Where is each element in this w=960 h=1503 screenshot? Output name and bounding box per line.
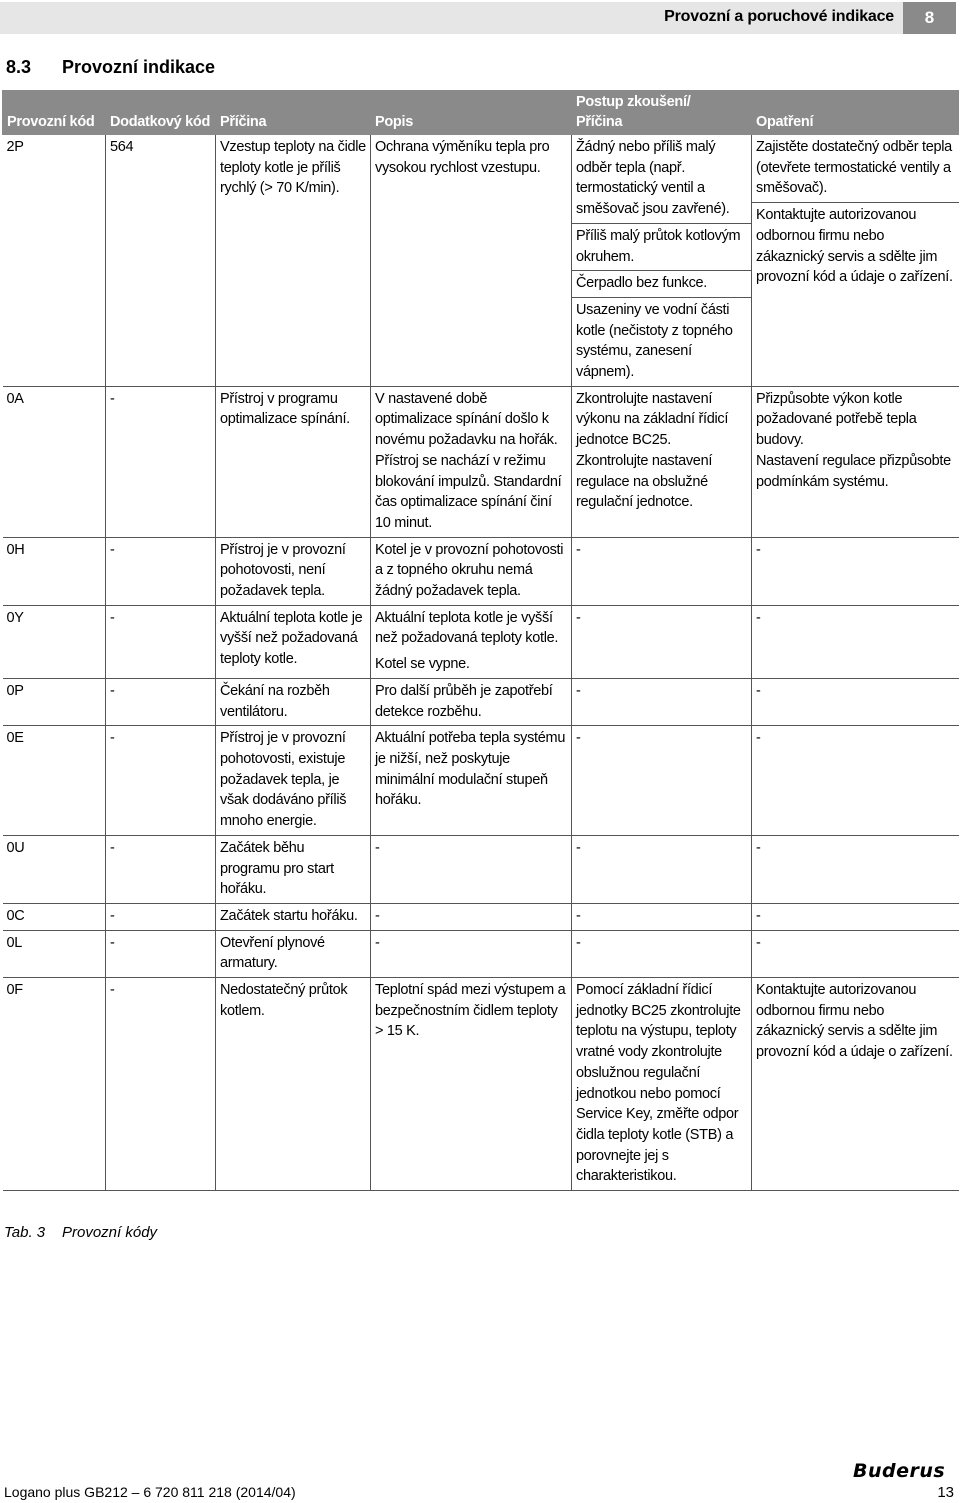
cell-check: -	[572, 537, 752, 605]
cell-check: -	[572, 678, 752, 725]
cell-extra: 564	[106, 135, 216, 386]
col-header-check-line2: Příčina	[576, 114, 623, 130]
col-header-extra: Dodatkový kód	[106, 90, 216, 135]
cell-cause: Začátek startu hořáku.	[216, 903, 371, 930]
cell-check	[572, 386, 752, 537]
col-header-check-line1: Postup zkoušení/	[576, 94, 691, 110]
cell-code: 0U	[3, 835, 106, 903]
table-number: Tab. 3	[4, 1224, 46, 1241]
cell-check: -	[572, 930, 752, 977]
check-item: Usazeniny ve vodní části kotle (nečistoty z topného systému, zanesení vápnem).	[572, 297, 751, 383]
table-row	[3, 835, 959, 903]
cell-cause: Aktuální teplota kotle je vyšší než požadovaná teploty kotle.	[216, 605, 371, 678]
operating-codes-table	[2, 90, 959, 1191]
table-caption	[4, 1224, 157, 1241]
desc-item: Přístroj se nachází v režimu blokování impulzů. Standardní čas optimalizace spínání činí 10 minut.	[375, 452, 562, 531]
col-header-action: Opatření	[752, 90, 959, 135]
col-header-code: Provozní kód	[3, 90, 106, 135]
cell-code: 0A	[3, 386, 106, 537]
cell-action	[752, 135, 959, 386]
table-row	[3, 135, 959, 386]
cell-check: -	[572, 726, 752, 836]
table-caption-text: Provozní kódy	[62, 1224, 158, 1241]
brand-logo: Buderus	[853, 1460, 946, 1482]
cell-action: -	[752, 835, 959, 903]
cell-check: -	[572, 903, 752, 930]
cell-code: 0F	[3, 978, 106, 1191]
cell-code: 0P	[3, 678, 106, 725]
cell-desc: Kotel je v provozní pohotovosti a z topného okruhu nemá žádný požadavek tepla.	[371, 537, 572, 605]
cell-cause: Přístroj je v provozní pohotovosti, existuje požadavek tepla, je však dodáváno příliš mnoho energie.	[216, 726, 371, 836]
cell-cause: Začátek běhu programu pro start hořáku.	[216, 835, 371, 903]
cell-action: -	[752, 930, 959, 977]
col-header-check	[572, 90, 752, 135]
cell-action: -	[752, 678, 959, 725]
table-row	[3, 537, 959, 605]
cell-desc: Aktuální potřeba tepla systému je nižší, než poskytuje minimální modulační stupeň hořáku.	[371, 726, 572, 836]
cell-desc: -	[371, 903, 572, 930]
check-item: Zkontrolujte nastavení výkonu na základní řídicí jednotce BC25.	[576, 390, 729, 449]
action-item: Nastavení regulace přizpůsobte podmínkám systému.	[756, 452, 951, 490]
check-item: Žádný nebo příliš malý odběr tepla (např. termostatický ventil a směšovač jsou zavřené).	[576, 139, 730, 218]
cell-action: -	[752, 537, 959, 605]
action-item: Přizpůsobte výkon kotle požadované potřebě tepla budovy.	[756, 390, 917, 449]
table-header-row	[3, 90, 959, 135]
cell-code: 0H	[3, 537, 106, 605]
section-number: 8.3	[6, 57, 32, 77]
cell-extra: -	[106, 903, 216, 930]
cell-desc: Ochrana výměníku tepla pro vysokou rychlost vzestupu.	[371, 135, 572, 386]
cell-extra: -	[106, 537, 216, 605]
action-item: Zajistěte dostatečný odběr tepla (otevřete termostatické ventily a směšovač).	[756, 139, 952, 197]
page-number: 13	[937, 1484, 954, 1501]
desc-item: V nastavené době optimalizace spínání došlo k novému požadavku na hořák.	[375, 390, 558, 449]
header-title: Provozní a poruchové indikace	[664, 8, 894, 25]
page-header	[0, 0, 960, 38]
cell-cause: Vzestup teploty na čidle teploty kotle je příliš rychlý (> 70 K/min).	[216, 135, 371, 386]
check-item: Příliš malý průtok kotlovým okruhem.	[572, 223, 751, 267]
cell-action: Kontaktujte autorizovanou odbornou firmu nebo zákaznický servis a sdělte jim provozní kód a údaje o zařízení.	[752, 978, 959, 1191]
cell-check: -	[572, 605, 752, 678]
cell-code: 0L	[3, 930, 106, 977]
col-header-desc: Popis	[371, 90, 572, 135]
cell-extra: -	[106, 386, 216, 537]
check-item: Zkontrolujte nastavení regulace na obslužné regulační jednotce.	[576, 452, 713, 511]
cell-code: 0C	[3, 903, 106, 930]
cell-code: 2P	[3, 135, 106, 386]
cell-action: -	[752, 903, 959, 930]
cell-cause: Otevření plynové armatury.	[216, 930, 371, 977]
cell-extra: -	[106, 726, 216, 836]
cell-check: -	[572, 835, 752, 903]
section-title: Provozní indikace	[62, 57, 216, 77]
cell-check: Pomocí základní řídicí jednotky BC25 zkontrolujte teplotu na výstupu, teploty vratné vody zkontrolujte obslužnou regulační jednotkou nebo pomocí Service Key, změřte odpor čidla teploty kotle (STB) a porovnejte jej s charakteristikou.	[572, 978, 752, 1191]
cell-desc: Pro další průběh je zapotřebí detekce rozběhu.	[371, 678, 572, 725]
cell-extra: -	[106, 930, 216, 977]
cell-extra: -	[106, 678, 216, 725]
cell-desc: -	[371, 930, 572, 977]
action-item: Kontaktujte autorizovanou odbornou firmu nebo zákaznický servis a sdělte jim provozní kód a údaje o zařízení.	[752, 202, 959, 288]
cell-cause: Přístroj je v provozní pohotovosti, není požadavek tepla.	[216, 537, 371, 605]
section-heading	[6, 57, 215, 78]
cell-extra: -	[106, 978, 216, 1191]
table-row	[3, 678, 959, 725]
table-row	[3, 386, 959, 537]
cell-desc: Teplotní spád mezi výstupem a bezpečnostním čidlem teploty > 15 K.	[371, 978, 572, 1191]
desc-item: Kotel se vypne.	[375, 656, 470, 673]
cell-extra: -	[106, 605, 216, 678]
cell-cause: Nedostatečný průtok kotlem.	[216, 978, 371, 1191]
table-row	[3, 930, 959, 977]
cell-action: -	[752, 605, 959, 678]
cell-action: -	[752, 726, 959, 836]
footer-doc-id: Logano plus GB212 – 6 720 811 218 (2014/04)	[4, 1484, 296, 1500]
cell-check	[572, 135, 752, 386]
desc-item: Aktuální teplota kotle je vyšší než požadovaná teploty kotle.	[375, 609, 559, 647]
cell-cause: Čekání na rozběh ventilátoru.	[216, 678, 371, 725]
cell-code: 0Y	[3, 605, 106, 678]
cell-code: 0E	[3, 726, 106, 836]
cell-desc	[371, 386, 572, 537]
col-header-cause: Příčina	[216, 90, 371, 135]
check-item: Čerpadlo bez funkce.	[572, 270, 751, 294]
table-row	[3, 605, 959, 678]
chapter-badge: 8	[903, 2, 956, 34]
cell-desc	[371, 605, 572, 678]
table-row	[3, 903, 959, 930]
cell-desc: -	[371, 835, 572, 903]
cell-extra: -	[106, 835, 216, 903]
cell-action	[752, 386, 959, 537]
cell-cause: Přístroj v programu optimalizace spínání.	[216, 386, 371, 537]
table-row	[3, 726, 959, 836]
table-row	[3, 978, 959, 1191]
